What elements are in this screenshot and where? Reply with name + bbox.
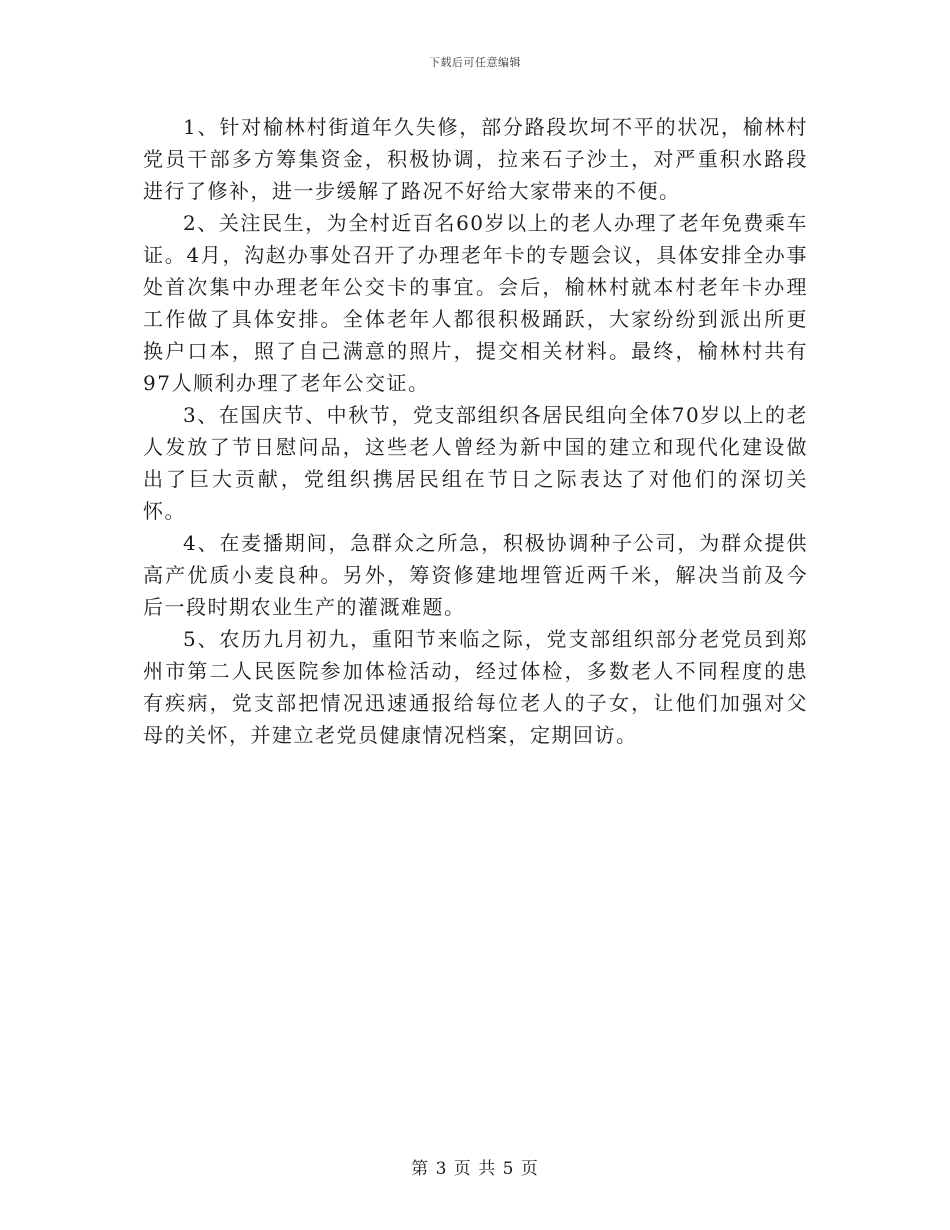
paragraph-3: 3、在国庆节、中秋节，党支部组织各居民组向全体70岁以上的老人发放了节日慰问品，这些老人曾经为新中国的建立和现代化建设做出了巨大贡献，党组织携居民组在节日之际表达了对他们的深切关怀。 [143,403,808,523]
paragraph-4: 4、在麦播期间，急群众之所急，积极协调种子公司，为群众提供高产优质小麦良种。另外，筹资修建地埋管近两千米，解决当前及今后一段时期农业生产的灌溉难题。 [143,531,808,619]
header-note: 下载后可任意编辑 [429,56,521,69]
paragraph-2: 2、关注民生，为全村近百名60岁以上的老人办理了老年免费乘车证。4月，沟赵办事处召开了办理老年卡的专题会议，具体安排全办事处首次集中办理老年公交卡的事宜。会后，榆林村就本村老年卡办理工作做了具体安排。全体老年人都很积极踊跃，大家纷纷到派出所更换户口本，照了自己满意的照片，提交相关材料。最终，榆林村共有97人顺利办理了老年公交证。 [143,211,808,395]
paragraph-5: 5、农历九月初九，重阳节来临之际，党支部组织部分老党员到郑州市第二人民医院参加体检活动，经过体检，多数老人不同程度的患有疾病，党支部把情况迅速通报给每位老人的子女，让他们加强对父母的关怀，并建立老党员健康情况档案，定期回访。 [143,627,808,747]
paragraph-1: 1、针对榆林村街道年久失修，部分路段坎坷不平的状况，榆林村党员干部多方筹集资金，积极协调，拉来石子沙土，对严重积水路段进行了修补，进一步缓解了路况不好给大家带来的不便。 [143,115,808,203]
document-body [143,111,808,751]
page-number-footer: 第 3 页 共 5 页 [411,1159,539,1179]
